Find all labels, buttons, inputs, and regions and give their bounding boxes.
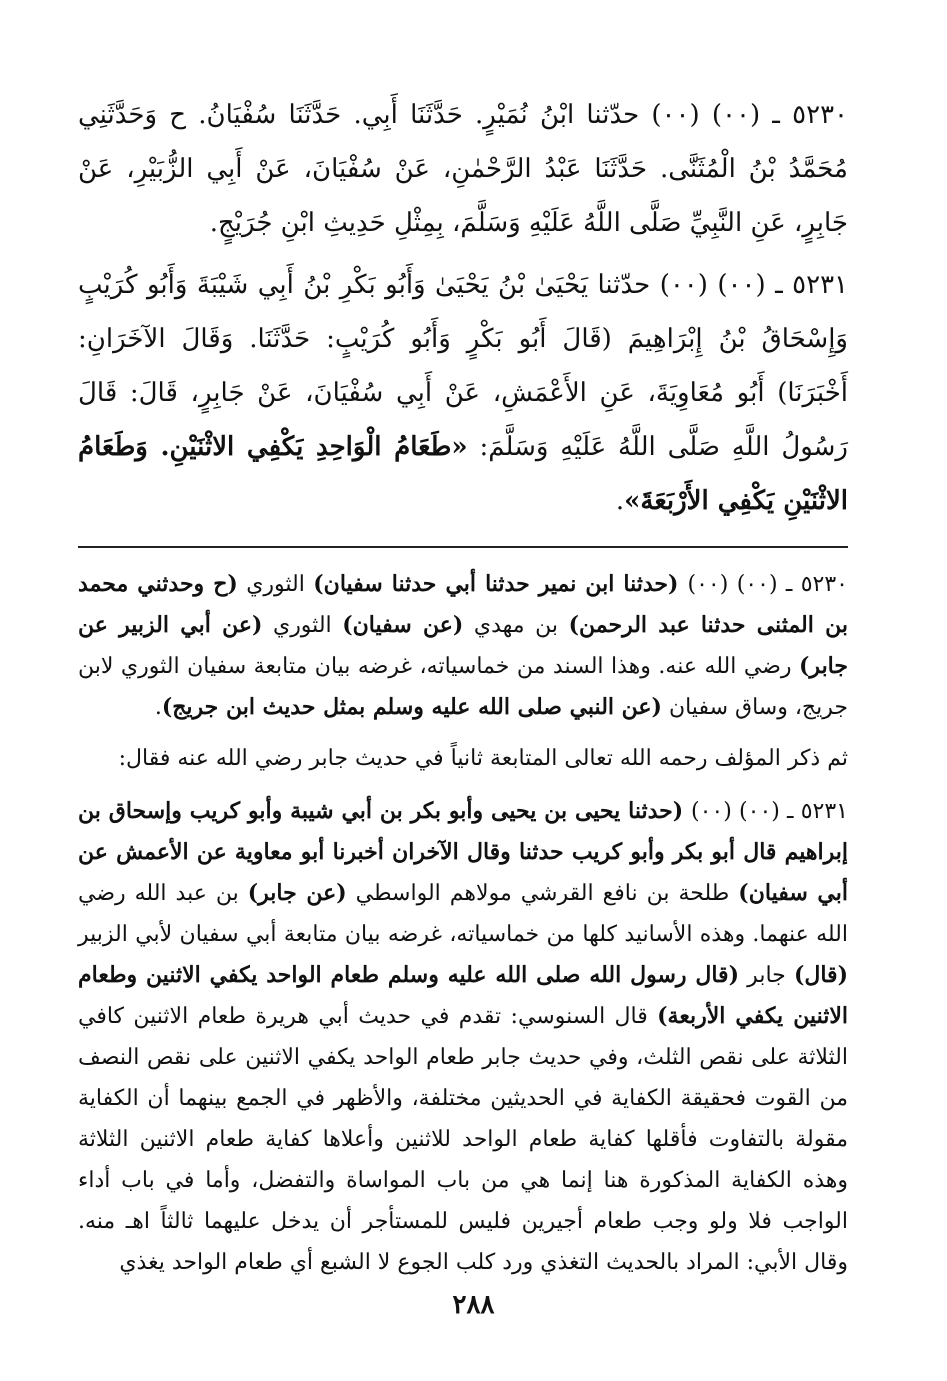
commentary-text: بن عبد الله رضي الله عنهما. وهذه الأسانيد كلها من خماسياته، غرضه بيان متابعة أبي سفيان لأبي الزبير bbox=[78, 881, 848, 947]
commentary-text: طلحة بن نافع القرشي مولاهم الواسطي bbox=[346, 881, 739, 906]
page-number: ٢٨٨ bbox=[452, 1290, 495, 1320]
hadith-5231 bbox=[78, 258, 848, 528]
commentary-bold: (عن سفيان) bbox=[342, 612, 464, 638]
hadith-text: حدّثنا يَحْيَىٰ بْنُ يَحْيَىٰ وَأَبُو بَكْرِ بْنُ أَبِي شَيْبَةَ وَأَبُو كُرَيْبٍ وَإِسْحَاقُ بْنُ إِبْرَاهِيمَ (قَالَ أَبُو بَكْرٍ وَأَبُو كُرَيْبٍ: حَدَّثَنَا. وَقَالَ الآخَرَانِ: أَخْبَرَنَا) أَبُو مُعَاوِيَةَ، عَنِ الأَعْمَشِ، عَنْ أَبِي سُفْيَانَ، عَنْ جَابِرٍ، قَالَ: قَالَ رَسُولُ اللَّهِ صَلَّى اللَّهُ عَلَيْهِ وَسَلَّمَ: bbox=[78, 270, 848, 462]
hadith-quote: «طَعَامُ الْوَاحِدِ يَكْفِي الاثْنَيْنِ. وَطَعَامُ الاثْنَيْنِ يَكْفِي الأَرْبَعَةَ» bbox=[78, 432, 848, 516]
commentary-number: ٥٢٣١ ـ (٠٠) (٠٠) bbox=[691, 799, 848, 824]
commentary-bold: (حدثنا ابن نمير حدثنا أبي حدثنا سفيان) bbox=[313, 571, 688, 597]
page-body bbox=[78, 88, 848, 1293]
commentary-text: . bbox=[154, 695, 162, 720]
commentary-bold: (قال رسول الله صلى الله عليه وسلم طعام الواحد يكفي الاثنين وطعام الاثنين يكفي الأربعة) bbox=[78, 962, 848, 1029]
commentary-text: جابر bbox=[738, 963, 794, 988]
commentary-section bbox=[78, 564, 848, 1283]
commentary-bold: (ح وحدثني محمد بن المثنى حدثنا عبد الرحمن) bbox=[78, 571, 849, 638]
hadith-number: ٥٢٣١ ـ (٠٠) (٠٠) bbox=[659, 270, 848, 300]
commentary-number: ٥٢٣٠ ـ (٠٠) (٠٠) bbox=[687, 572, 848, 597]
section-divider bbox=[78, 546, 848, 548]
commentary-text: قال السنوسي: تقدم في حديث أبي هريرة طعام الاثنين كافي الثلاثة على نقص الثلث، وفي حديث جابر طعام الواحد يكفي الاثنين على نقص النصف من القوت فحقيقة الكفاية في الحديثين مختلفة، والأظهر في الجمع بينهما أن الكفاية مقولة بالتفاوت فأقلها كفاية طعام الواحد للاثنين وأعلاها كفاية طعام الاثنين الثلاثة وهذه الكفاية المذكورة هنا إنما هي من باب المواساة والتفضل، وأما في باب أداء الواجب فلا ولو وجب طعام أجيرين فليس للمستأجر أن يدخل عليهما ثالثاً اهـ منه. وقال الأبي: المراد بالحديث التغذي ورد كلب الجوع لا الشبع أي طعام الواحد يغذي bbox=[78, 1004, 849, 1275]
hadith-number: ٥٢٣٠ ـ (٠٠) (٠٠) bbox=[651, 100, 848, 130]
hadith-end: . bbox=[615, 486, 625, 516]
commentary-text: بن مهدي bbox=[463, 613, 569, 638]
hadith-text: حدّثنا ابْنُ نُمَيْرٍ. حَدَّثَنَا أَبِي. حَدَّثَنَا سُفْيَانُ. ح وَحَدَّثَنِي مُحَمَّدُ بْنُ الْمُثَنَّى. حَدَّثَنَا عَبْدُ الرَّحْمٰنِ، عَنْ سُفْيَانَ، عَنْ أَبِي الزُّبَيْرِ، عَنْ جَابِرٍ، عَنِ النَّبِيِّ صَلَّى اللَّهُ عَلَيْهِ وَسَلَّمَ، بِمِثْلِ حَدِيثِ ابْنِ جُرَيْجٍ. bbox=[78, 100, 848, 238]
commentary-bold: (قال) bbox=[793, 962, 848, 988]
commentary-5231 bbox=[78, 791, 848, 1283]
commentary-bold: (حدثنا يحيى بن يحيى وأبو بكر بن أبي شيبة وأبو كريب وإسحاق بن إبراهيم قال أبو بكر وأبو كريب حدثنا وقال الآخران أخبرنا أبو معاوية عن الأعمش عن أبي سفيان) bbox=[78, 798, 849, 906]
commentary-text: الثوري bbox=[262, 613, 343, 638]
commentary-bold: (عن النبي صلى الله عليه وسلم بمثل حديث ابن جريج) bbox=[161, 694, 662, 720]
commentary-text: الثوري bbox=[237, 572, 314, 597]
hadith-text-section bbox=[78, 88, 848, 528]
commentary-text: رضي الله عنه. وهذا السند من خماسياته، غرضه بيان متابعة سفيان الثوري لابن جريج، وساق سفيان bbox=[78, 654, 848, 720]
commentary-bold: (عن أبي الزبير عن جابر) bbox=[78, 612, 848, 679]
hadith-5230 bbox=[78, 88, 848, 250]
author-note: ثم ذكر المؤلف رحمه الله تعالى المتابعة ثانياً في حديث جابر رضي الله عنه فقال: bbox=[118, 746, 848, 771]
commentary-5230 bbox=[78, 564, 848, 728]
commentary-bold: (عن جابر) bbox=[247, 880, 347, 906]
